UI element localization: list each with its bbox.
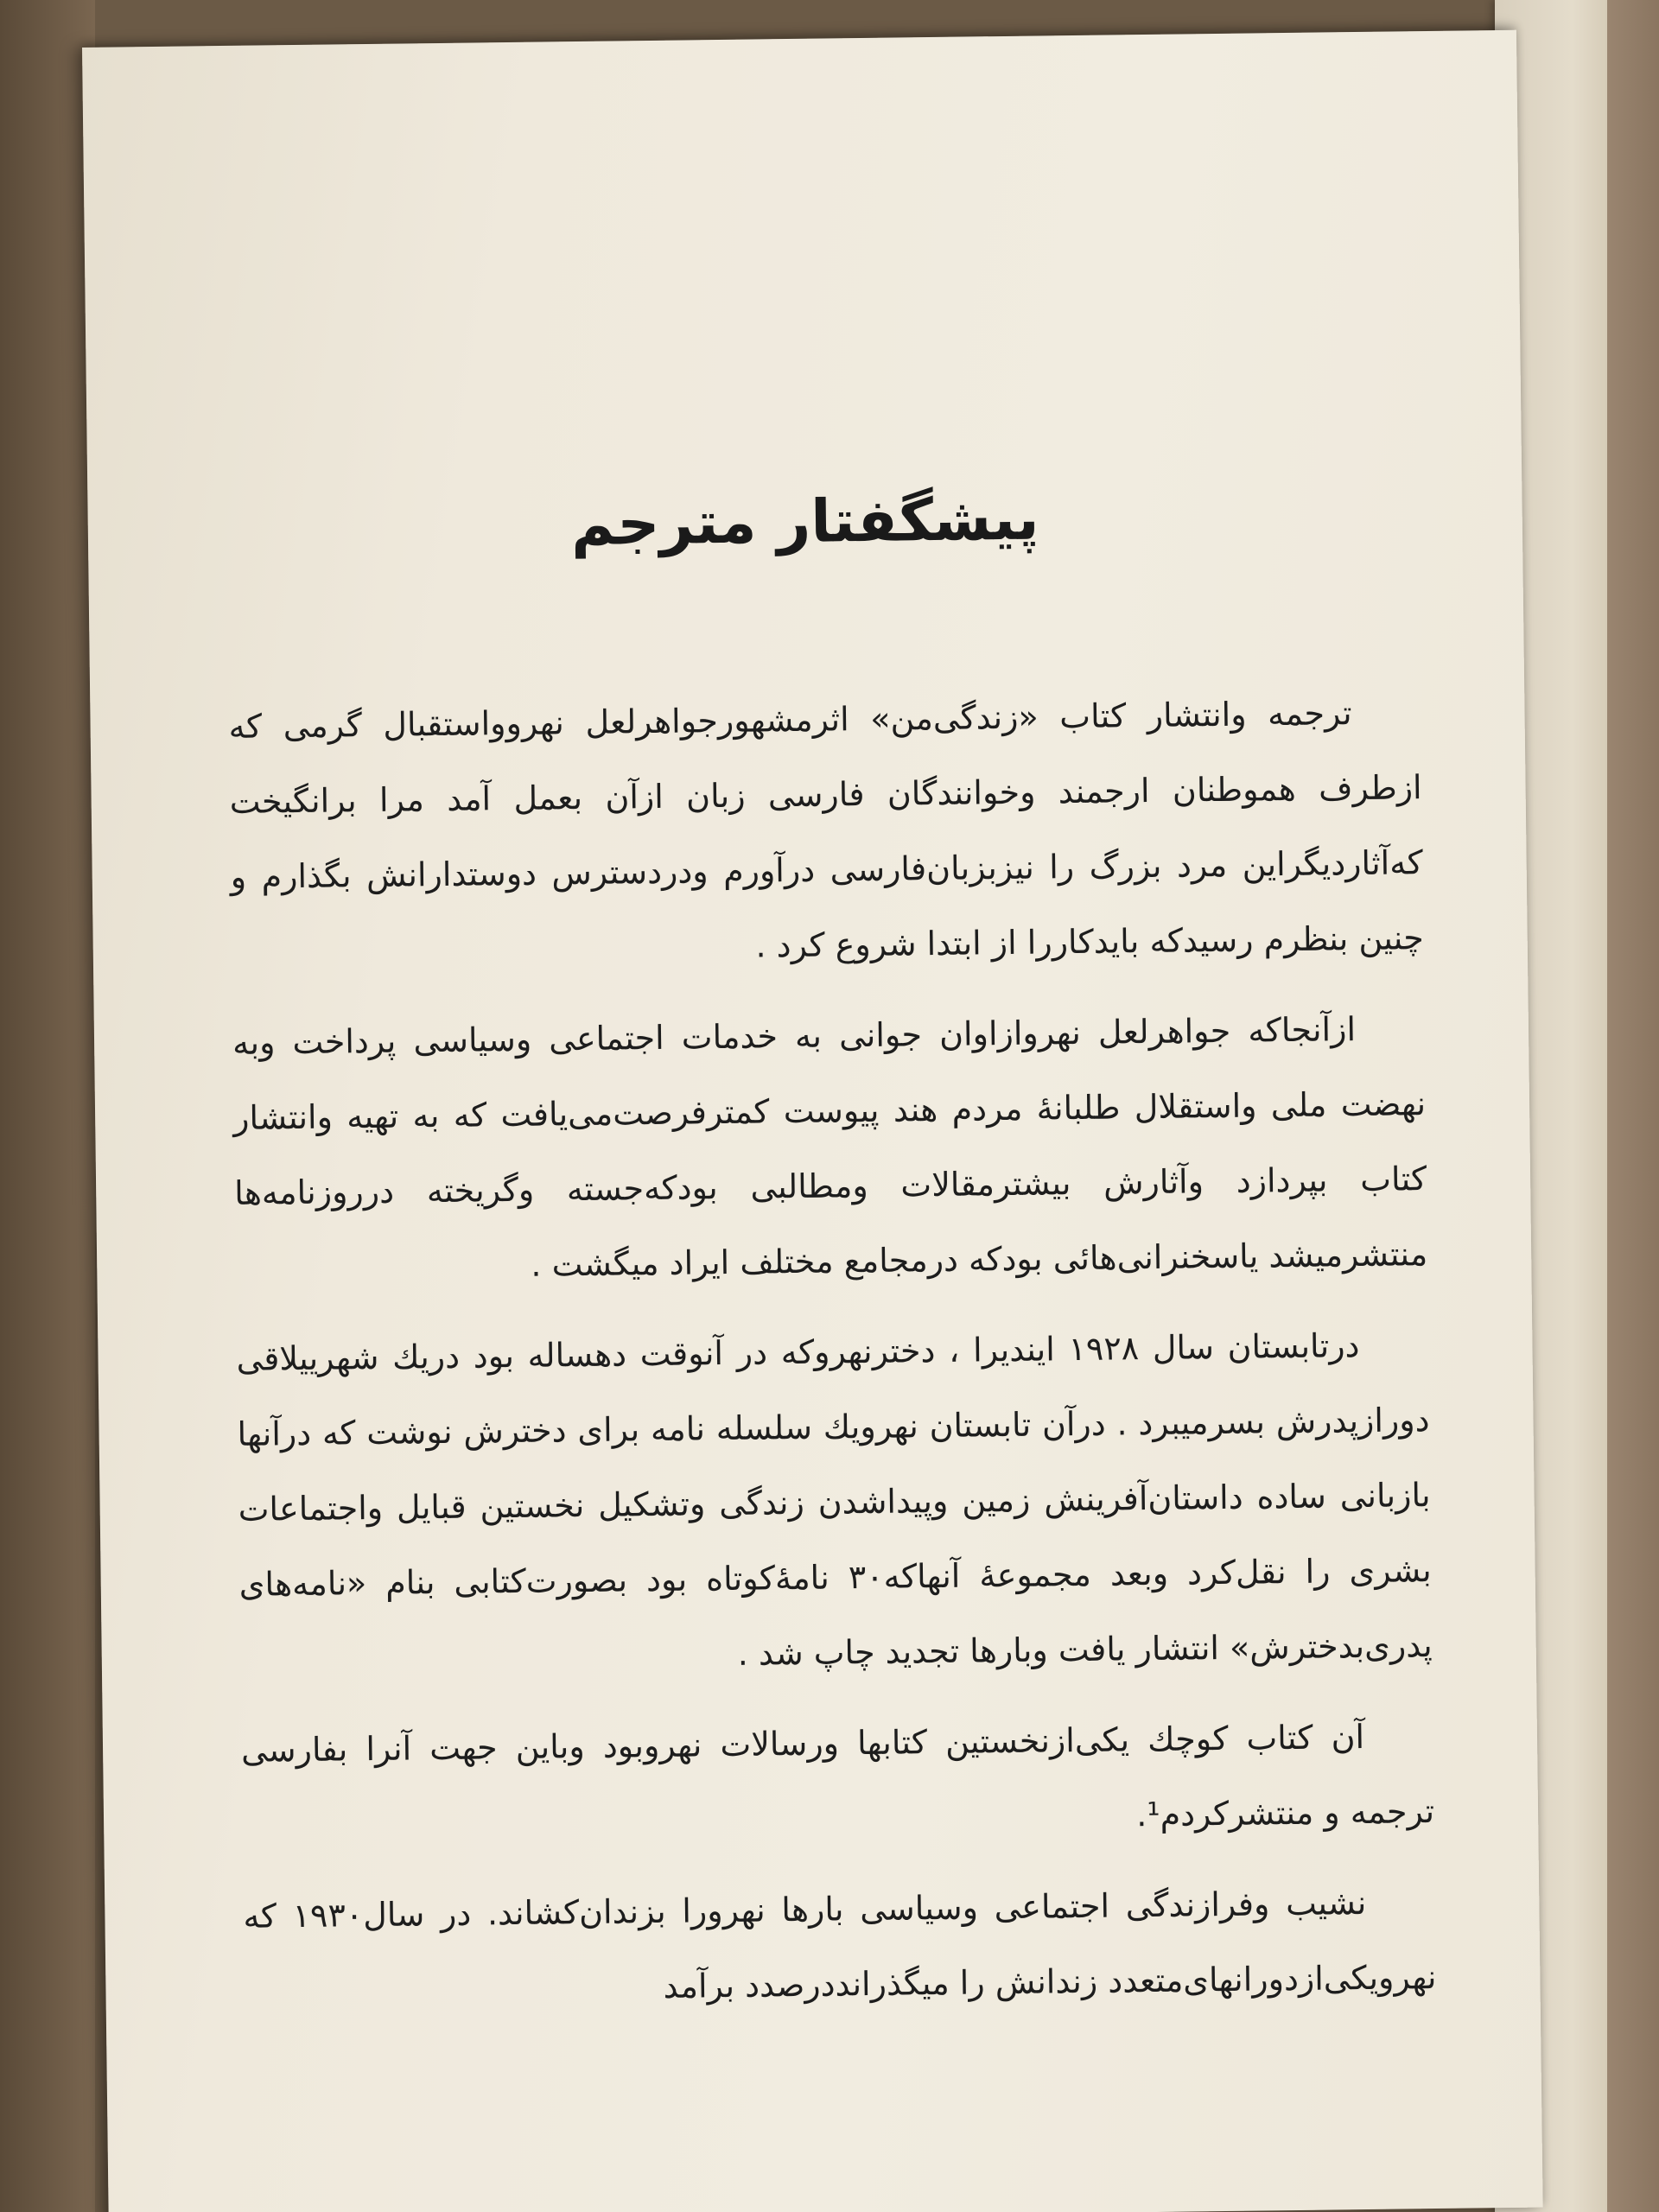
page-body [228,675,1437,2045]
paragraph: ترجمه وانتشار کتاب «زندگی‌من» اثرمشهورجواهرلعل نهروواستقبال گرمی که ازطرف هموطنان ارجمند وخوانندگان فارسی زبان ازآن بعمل آمد مرا برانگیخت که‌آثاردیگراین مرد بزرگ را نیزبزبان‌فارسی درآورم ودردسترس دوستدارانش بگذارم و چنین بنظرم رسیدکه بایدکاررا از ابتدا شروع کرد . [228,694,1424,965]
table-surface-left [0,0,95,2212]
table-surface-right [1607,0,1659,2212]
paragraph: نشیب وفرازندگی اجتماعی وسیاسی بارها نهرورا بزندان‌کشاند. در سال۱۹۳۰ که نهرویکی‌ازدورانهای‌متعدد زندانش را میگذرانددرصدد برآمد [243,1884,1437,2005]
book-page [82,30,1543,2212]
paragraph: درتابستان سال ۱۹۲۸ ایندیرا ، دخترنهروکه در آنوقت دهساله بود دریك شهرییلاقی دورازپدرش بسرمیبرد . درآن تابستان نهرویك سلسله نامه برای دخترش نوشت که درآنها بازبانی ساده داستان‌آفرینش زمین وپیداشدن زندگی وتشکیل نخستین قبایل واجتماعات بشری را نقل‌کرد وبعد مجموعهٔ آنهاکه۳۰ نامهٔ‌کوتاه بود بصورت‌کتابی بنام «نامه‌های پدری‌بدخترش» انتشار یافت وبارها تجدید چاپ شد . [236,1326,1433,1673]
page-title: پیشگفتار مترجم [570,485,1040,560]
paragraph: ازآنجاکه جواهرلعل نهروازاوان جوانی به خدمات اجتماعی وسیاسی پرداخت وبه نهضت ملی واستقلال طلبانهٔ مردم هند پیوست کمترفرصت‌می‌یافت که به تهیه وانتشار کتاب بپردازد وآثارش بیشترمقالات ومطالبی بودکه‌جسته وگریخته درروزنامه‌ها منتشرمیشد یاسخنرانی‌هائی بودکه درمجامع مختلف ایراد میگشت . [232,1010,1428,1284]
paragraph: آن کتاب کوچك یکی‌ازنخستین کتابها ورسالات نهروبود وباین جهت آنرا بفارسی ترجمه و منتشرکردم¹. [240,1718,1435,1834]
